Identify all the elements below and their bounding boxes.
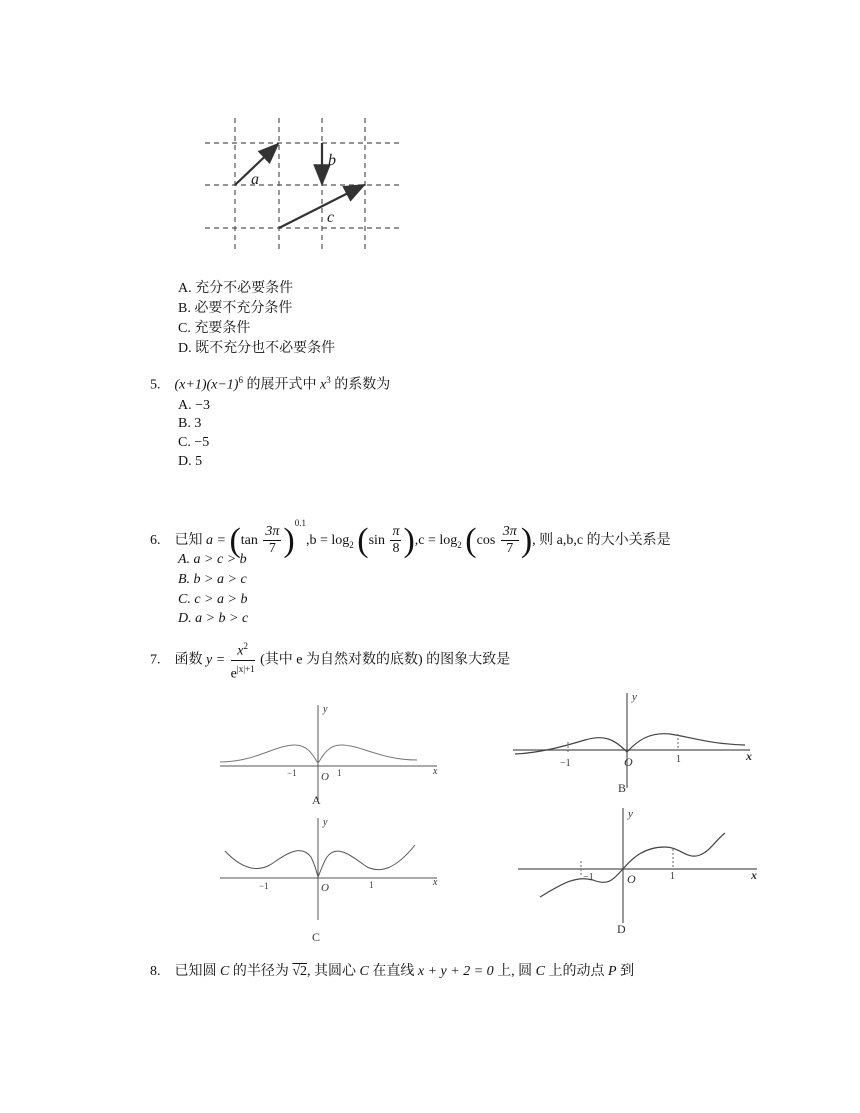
q7-stem <box>150 638 510 682</box>
q4-option-a: A. 充分不必要条件 <box>178 281 294 296</box>
q5-tail: 的系数为 <box>330 377 391 393</box>
q6-option-b: B. b > a > c <box>178 572 247 587</box>
q6-tail: , 则 a,b,c 的大小关系是 <box>532 533 671 548</box>
q5-exp6: 6 <box>238 375 243 385</box>
q8-stem: 8. 已知圆 C 的半径为 √2, 其圆心 C 在直线 x + y + 2 = 0 上, 圆 C 上的动点 P 到 <box>150 964 635 979</box>
q5-stem <box>150 370 390 396</box>
q5-option-d: D. 5 <box>178 454 203 469</box>
graph-c <box>215 815 445 945</box>
q8-number: 8. <box>150 964 161 979</box>
q6-cos: cos <box>476 533 496 548</box>
q6-option-d: D. a > b > c <box>178 611 249 626</box>
svg-text:1: 1 <box>676 754 681 765</box>
q7-lead: 函数 <box>174 652 206 668</box>
svg-text:O: O <box>321 771 329 783</box>
graph-b-label: B <box>618 781 627 795</box>
q4-option-b: B. 必要不充分条件 <box>178 301 293 316</box>
vector-a-label: a <box>251 171 259 188</box>
q5-option-a: A. −3 <box>178 398 211 413</box>
q5-exp3: 3 <box>326 375 331 385</box>
svg-text:1: 1 <box>369 880 374 890</box>
graph-b <box>510 688 760 798</box>
graph-a-label: A <box>312 793 321 807</box>
q5-number: 5. <box>150 377 161 393</box>
q7-fraction: $\frac{x^2}{e^{|x|+1}}$ <box>231 638 255 682</box>
svg-text:x: x <box>751 868 757 882</box>
q8-line-eq: x + y + 2 = 0 <box>417 964 494 979</box>
svg-text:1: 1 <box>670 871 675 882</box>
q6-option-c: C. c > a > b <box>178 592 248 607</box>
q5-option-c: C. −5 <box>178 435 210 450</box>
q6-frac2: $\frac{\pi}{8}$ <box>392 524 400 557</box>
vector-c-label: c <box>327 209 335 226</box>
q6-b-eq: ,b = log <box>305 533 350 548</box>
graph-d-label: D <box>617 922 626 936</box>
svg-text:1: 1 <box>337 768 342 778</box>
q7-number: 7. <box>150 652 161 668</box>
svg-text:y: y <box>632 691 637 703</box>
q4-option-d: D. 既不充分也不必要条件 <box>178 341 336 356</box>
svg-text:x: x <box>433 877 438 888</box>
svg-text:O: O <box>624 755 633 769</box>
vector-grid-figure <box>205 118 405 258</box>
q6-sin: sin <box>368 533 385 548</box>
q6-sub2b: 2 <box>457 539 462 550</box>
q6-option-a: A. a > c > b <box>178 552 247 567</box>
graph-d <box>515 805 765 940</box>
q7-y-eq: y = <box>206 652 226 668</box>
svg-text:−1: −1 <box>560 758 571 769</box>
grid-lines <box>205 118 400 253</box>
q7-tail: (其中 e 为自然对数的底数) 的图象大致是 <box>256 652 511 668</box>
svg-text:x: x <box>433 766 438 777</box>
q6-exp: 0.1 <box>294 518 306 528</box>
q6-stem: 6. 已知 a = (tan $\frac{3\pi}{7}$ )$^{0.1},b = \log_2 (\sin$ $\frac{\pi}{8}$ )$,c = \log_2 (\cos$ $\frac{3\pi}{7}$ ), 则 a,b,c 的大小关系是 <box>150 518 671 559</box>
vector-b-label: b <box>328 152 336 169</box>
q6-c-eq: ,c = log <box>414 533 458 548</box>
q6-sub2a: 2 <box>349 539 354 550</box>
q5-mid: 的展开式中 <box>242 377 320 393</box>
svg-text:−1: −1 <box>583 872 594 883</box>
q6-lead: 已知 <box>174 533 206 548</box>
svg-text:O: O <box>321 882 329 894</box>
q6-frac3: $\frac{3\pi}{7}$ <box>502 524 517 557</box>
svg-text:y: y <box>323 817 328 828</box>
svg-text:x: x <box>746 749 752 763</box>
q6-a-eq: a = <box>206 533 226 548</box>
svg-text:y: y <box>628 808 633 820</box>
q5-x: x <box>319 377 327 393</box>
q8-sqrt: √2 <box>292 964 308 979</box>
q5-expression: (x+1)(x−1) <box>174 377 239 393</box>
svg-text:y: y <box>323 704 328 715</box>
q6-number: 6. <box>150 533 161 548</box>
q6-tan: tan <box>240 533 258 548</box>
q5-option-b: B. 3 <box>178 416 202 431</box>
graph-c-label: C <box>312 930 321 944</box>
svg-text:−1: −1 <box>287 768 297 778</box>
graph-a <box>215 700 445 810</box>
svg-text:O: O <box>627 872 636 886</box>
q4-option-c: C. 充要条件 <box>178 321 251 336</box>
q6-frac1: $\frac{3\pi}{7}$ <box>265 524 280 557</box>
svg-text:−1: −1 <box>259 881 269 891</box>
